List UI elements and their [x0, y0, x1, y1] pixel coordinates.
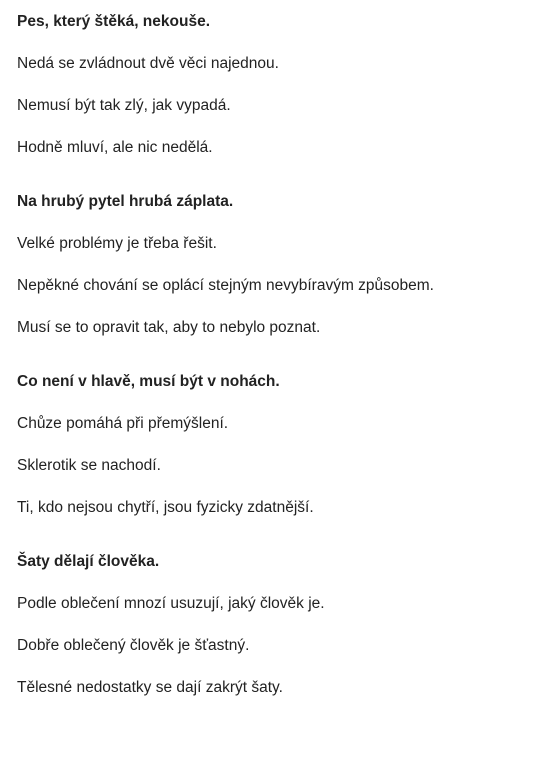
answer-option[interactable]: Velké problémy je třeba řešit. — [17, 235, 217, 252]
question-title: Na hrubý pytel hrubá záplata. — [17, 193, 234, 210]
answer-option[interactable]: Nepěkné chování se oplácí stejným nevybíravým způsobem. — [17, 277, 434, 294]
answer-option[interactable]: Ti, kdo nejsou chytří, jsou fyzicky zdatnější. — [17, 499, 314, 516]
answer-option[interactable]: Musí se to opravit tak, aby to nebylo poznat. — [17, 319, 321, 336]
answer-option[interactable]: Tělesné nedostatky se dají zakrýt šaty. — [17, 679, 283, 696]
question-3 — [17, 373, 559, 517]
question-title: Šaty dělají člověka. — [17, 553, 160, 570]
answer-list — [17, 595, 559, 697]
question-4 — [17, 553, 559, 697]
answer-option[interactable]: Hodně mluví, ale nic nedělá. — [17, 139, 213, 156]
question-1 — [17, 13, 559, 157]
answer-list — [17, 55, 559, 157]
answer-list — [17, 235, 559, 337]
answer-option[interactable]: Chůze pomáhá při přemýšlení. — [17, 415, 229, 432]
answer-option[interactable]: Sklerotik se nachodí. — [17, 457, 161, 474]
answer-option[interactable]: Nedá se zvládnout dvě věci najednou. — [17, 55, 279, 72]
answer-option[interactable]: Dobře oblečený člověk je šťastný. — [17, 637, 250, 654]
answer-option[interactable]: Podle oblečení mnozí usuzují, jaký člověk je. — [17, 595, 325, 612]
question-title: Pes, který štěká, nekouše. — [17, 13, 211, 30]
answer-list — [17, 415, 559, 517]
answer-option[interactable]: Nemusí být tak zlý, jak vypadá. — [17, 97, 231, 114]
question-2 — [17, 193, 559, 337]
question-title: Co není v hlavě, musí být v nohách. — [17, 373, 280, 390]
